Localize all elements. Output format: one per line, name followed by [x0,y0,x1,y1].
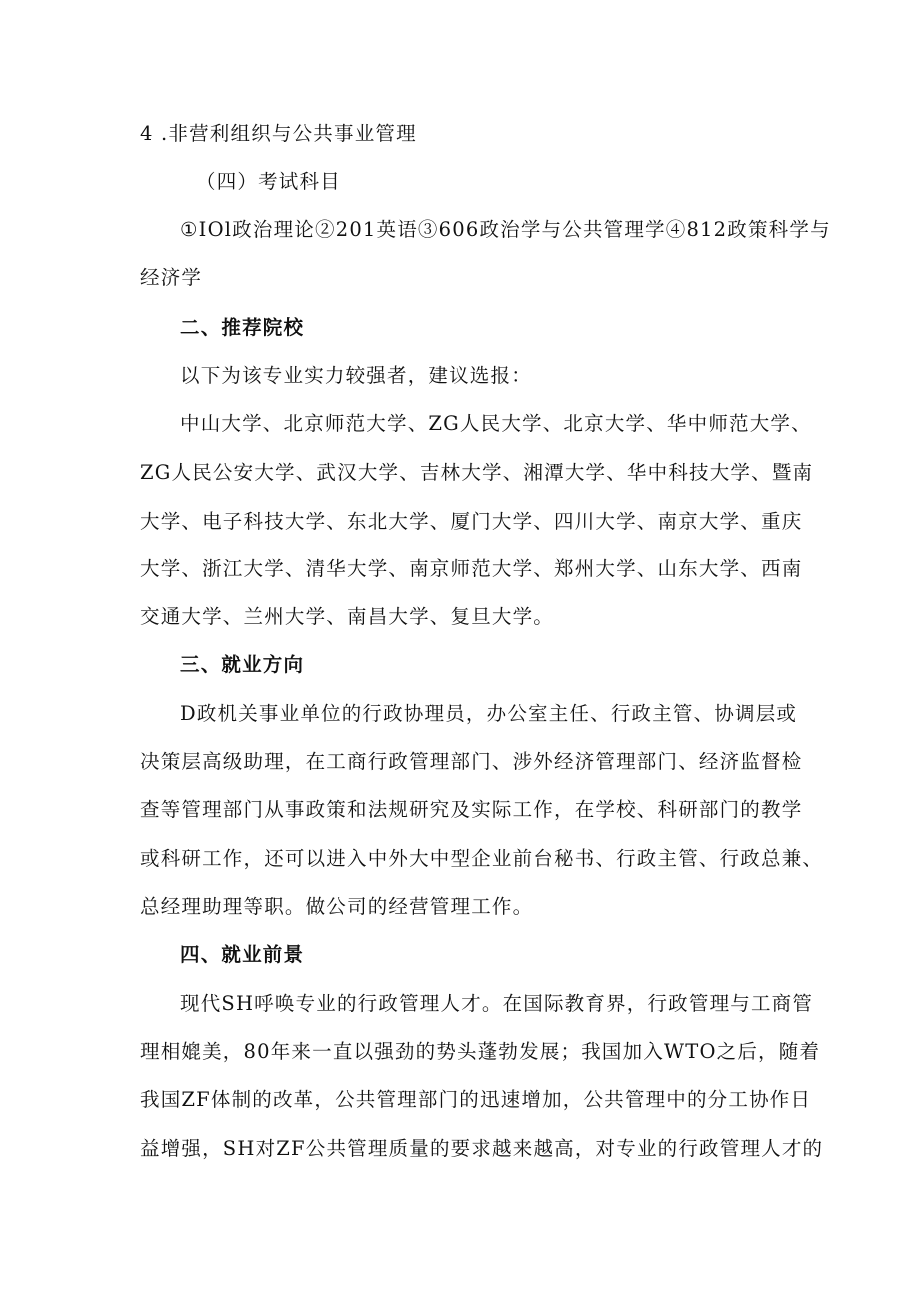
prospect-line-4: 益增强，SH对ZF公共管理质量的要求越来越高，对专业的行政管理人才的 [140,1137,824,1160]
section-4-heading: 四、就业前景 [180,943,305,966]
exam-subjects-line-2: 经济学 [140,266,203,289]
schools-line-4: 大学、浙江大学、清华大学、南京师范大学、郑州大学、山东大学、西南 [140,557,803,580]
exam-subjects-heading: （四）考试科目 [196,170,341,193]
career-line-5: 总经理助理等职。做公司的经营管理工作。 [140,895,534,918]
prospect-line-3: 我国ZF体制的改革，公共管理部门的迅速增加，公共管理中的分工协作日 [140,1088,812,1111]
section-2-intro: 以下为该专业实力较强者，建议选报： [180,364,532,387]
schools-line-3: 大学、电子科技大学、东北大学、厦门大学、四川大学、南京大学、重庆 [140,510,803,533]
prospect-line-2: 理相媲美，80年来一直以强劲的势头蓬勃发展；我国加入WTO之后，随着 [140,1040,821,1063]
career-line-1: D政机关事业单位的行政协理员，办公室主任、行政主管、协调层或 [180,702,798,725]
section-3-heading: 三、就业方向 [180,653,305,676]
exam-subjects-line-1: ①IOl政治理论②201英语③606政治学与公共管理学④812政策科学与 [180,218,831,241]
schools-line-2: ZG人民公安大学、武汉大学、吉林大学、湘潭大学、华中科技大学、暨南 [140,461,814,484]
schools-line-5: 交通大学、兰州大学、南昌大学、复旦大学。 [140,605,555,628]
career-line-3: 查等管理部门从事政策和法规研究及实际工作，在学校、科研部门的教学 [140,798,803,821]
career-line-2: 决策层高级助理，在工商行政管理部门、涉外经济管理部门、经济监督检 [140,750,803,773]
schools-line-1: 中山大学、北京师范大学、ZG人民大学、北京大学、华中师范大学、 [180,412,812,435]
career-line-4: 或科研工作，还可以进入中外大中型企业前台秘书、行政主管、行政总兼、 [140,847,824,870]
item-4-text: 4 .非营利组织与公共事业管理 [140,122,417,145]
section-2-heading: 二、推荐院校 [180,316,305,339]
prospect-line-1: 现代SH呼唤专业的行政管理人才。在国际教育界，行政管理与工商管 [180,992,814,1015]
